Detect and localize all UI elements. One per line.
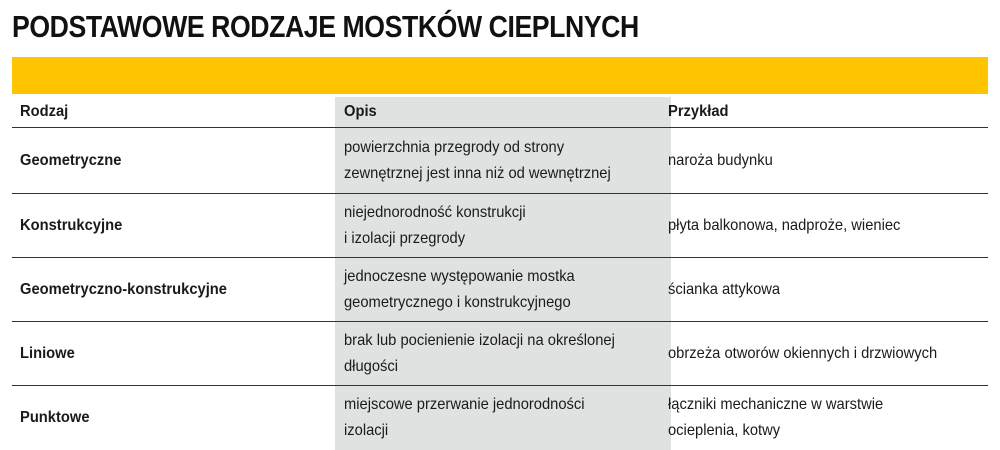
- row-przyklad: ścianka attykowa: [668, 280, 781, 298]
- table-header-row: [12, 97, 988, 128]
- header-rodzaj: Rodzaj: [20, 103, 69, 120]
- row-przyklad: naroża budynku: [668, 151, 773, 169]
- header-opis: Opis: [344, 103, 377, 120]
- row-opis: powierzchnia przegrody od strony zewnętrznej jest inna niż od wewnętrznej: [344, 138, 611, 182]
- accent-band: [12, 57, 988, 94]
- table-row: [12, 258, 988, 322]
- row-opis: jednoczesne występowanie mostka geometrycznego i konstrukcyjnego: [344, 267, 575, 311]
- page-title: PODSTAWOWE RODZAJE MOSTKÓW CIEPLNYCH: [12, 9, 639, 44]
- row-rodzaj: Geometryczne: [20, 151, 122, 169]
- header-przyklad: Przykład: [668, 103, 729, 120]
- table-row: [12, 386, 988, 450]
- table-row: [12, 194, 988, 258]
- row-przyklad: obrzeża otworów okiennych i drzwiowych: [668, 344, 938, 362]
- table-row: [12, 128, 988, 194]
- row-przyklad: łączniki mechaniczne w warstwie ocieplenia, kotwy: [668, 396, 884, 439]
- row-opis: miejscowe przerwanie jednorodności izolacji: [344, 396, 585, 439]
- row-opis: brak lub pocienienie izolacji na określonej długości: [344, 331, 615, 375]
- row-opis: niejednorodność konstrukcji i izolacji przegrody: [344, 203, 526, 247]
- table-row: [12, 322, 988, 386]
- row-przyklad: płyta balkonowa, nadproże, wieniec: [668, 216, 901, 234]
- row-rodzaj: Konstrukcyjne: [20, 216, 123, 234]
- row-rodzaj: Liniowe: [20, 344, 75, 362]
- row-rodzaj: Geometryczno-konstrukcyjne: [20, 280, 227, 298]
- row-rodzaj: Punktowe: [20, 409, 90, 426]
